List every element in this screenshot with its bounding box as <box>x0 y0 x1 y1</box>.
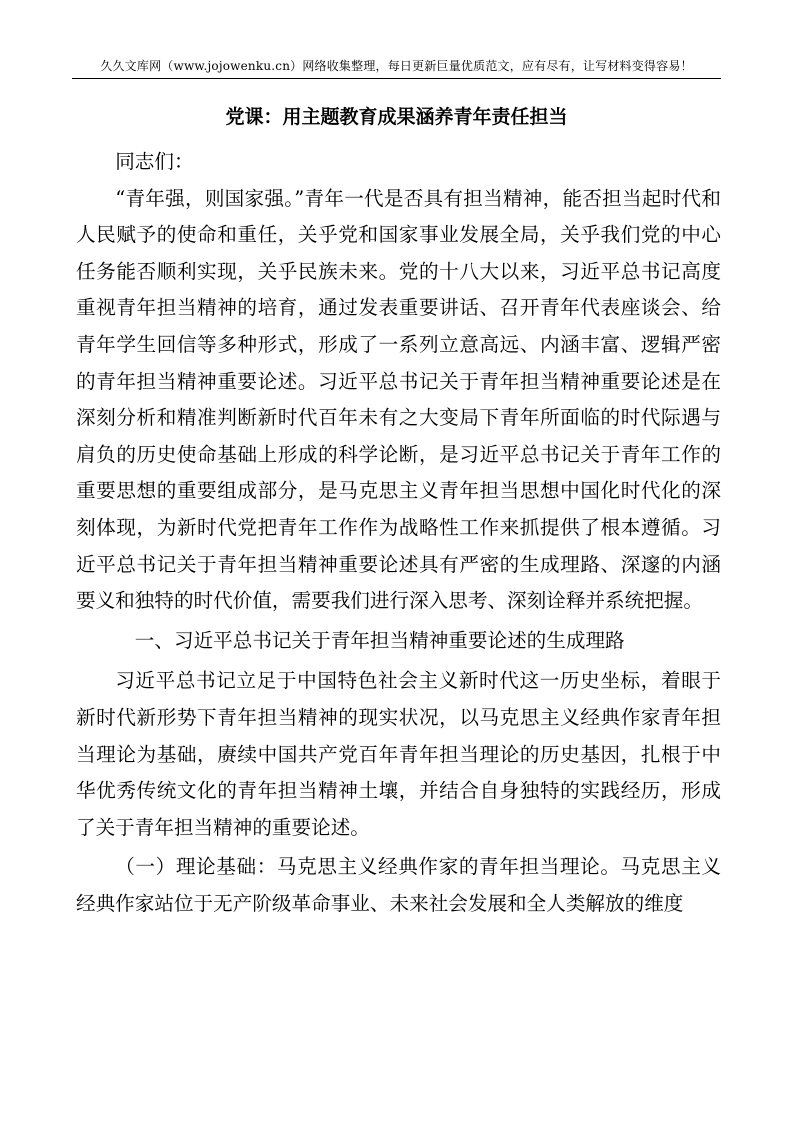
salutation: 同志们： <box>115 150 194 173</box>
page-header: 久久文库网（www.jojowenku.cn）网络收集整理，每日更新巨量优质范文，应有尽有，让写材料变得容易！ <box>100 59 693 73</box>
paragraph-intro: “青年强，则国家强。”青年一代是否具有担当精神，能否担当起时代和人民赋予的使命和重任，关乎党和国家事业发展全局，关乎我们党的中心任务能否顺利实现，关乎民族未来。党的十八大以来，习近平总书记高度重视青年担当精神的培育，通过发表重要讲话、召开青年代表座谈会、给青年学生回信等多种形式，形成了一系列立意高远、内涵丰富、逻辑严密的青年担当精神重要论述。习近平总书记关于青年担当精神重要论述是在深刻分析和精准判断新时代百年未有之大变局下青年所面临的时代际遇与肩负的历史使命基础上形成的科学论断，是习近平总书记关于青年工作的重要思想的重要组成部分，是马克思主义青年担当思想中国化时代化的深刻体现，为新时代党把青年工作作为战略性工作来抓提供了根本遵循。习近平总书记关于青年担当精神重要论述具有严密的生成理路、深邃的内涵要义和独特的时代价值，需要我们进行深入思考、深刻诠释并系统把握。 <box>76 186 721 613</box>
document-title: 党课：用主题教育成果涵养青年责任担当 <box>225 106 568 128</box>
paragraph-subsection-1: （一）理论基础：马克思主义经典作家的青年担当理论。马克思主义经典作家站位于无产阶级革命事业、未来社会发展和全人类解放的维度 <box>76 855 721 915</box>
paragraph-section-1: 习近平总书记立足于中国特色社会主义新时代这一历史坐标，着眼于新时代新形势下青年担当精神的现实状况，以马克思主义经典作家青年担当理论为基础，赓续中国共产党百年青年担当理论的历史基因，扎根于中华优秀传统文化的青年担当精神土壤，并结合自身独特的实践经历，形成了关于青年担当精神的重要论述。 <box>76 669 721 839</box>
section-heading-1: 一、习近平总书记关于青年担当精神重要论述的生成理路 <box>134 628 625 652</box>
header-divider <box>72 78 721 79</box>
document-body <box>76 144 721 925</box>
